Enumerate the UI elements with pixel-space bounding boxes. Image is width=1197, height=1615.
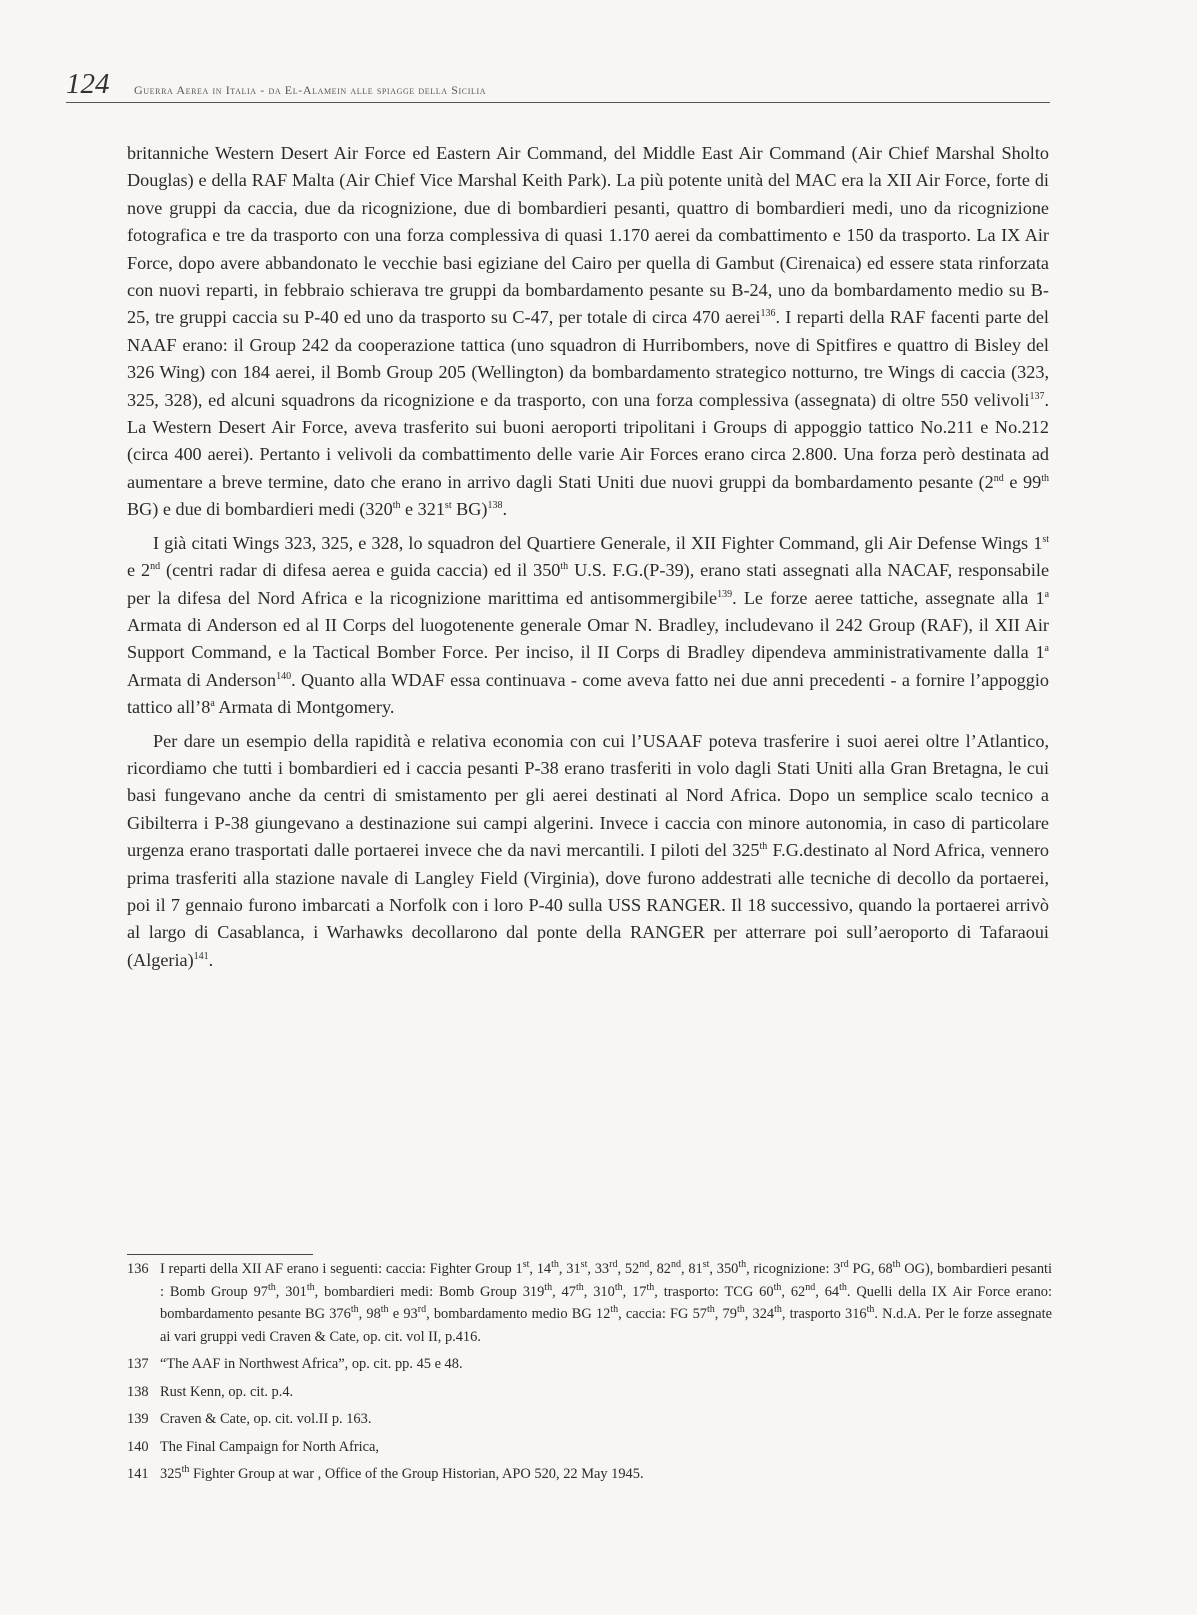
footnote xyxy=(127,1436,1052,1459)
superscript: rd xyxy=(609,1259,618,1271)
text-run: I reparti della XII AF erano i seguenti: caccia: Fighter Group 1 xyxy=(160,1261,523,1277)
running-title: Guerra Aerea in Italia - da El-Alamein alle spiagge della Sicilia xyxy=(134,83,487,97)
text-run: Craven & Cate, op. cit. vol.II p. 163. xyxy=(160,1411,372,1427)
footnotes xyxy=(127,1258,1052,1491)
text-run: . I reparti della RAF facenti parte del NAAF erano: il Group 242 da cooperazione tattica (uno squadron di Hurribombers, nove di Spitfires e quattro di Bisley del 326 Wing) con 184 aerei, il Bomb Group 205 (Wellington) da bombardamento strategico notturno, tre Wings di caccia (323, 325, 328), ed alcuni squadrons da ricognizione e da trasporto, con una forza complessiva (assegnata) di oltre 550 velivoli xyxy=(127,307,1049,410)
superscript: th xyxy=(738,1259,747,1271)
paragraph xyxy=(127,140,1049,524)
superscript: th xyxy=(268,1281,276,1293)
superscript: nd xyxy=(639,1259,650,1271)
superscript: 136 xyxy=(760,308,776,320)
footnote-number: 141 xyxy=(127,1466,149,1482)
text-run: e 93 xyxy=(388,1306,418,1322)
superscript: a xyxy=(1044,643,1049,655)
superscript: th xyxy=(774,1304,782,1316)
superscript: th xyxy=(306,1281,315,1293)
footnote-text xyxy=(160,1381,1052,1404)
superscript: st xyxy=(580,1259,588,1271)
text-run: . xyxy=(208,949,214,970)
superscript: th xyxy=(392,500,401,512)
superscript: th xyxy=(181,1464,190,1476)
text-run: BG) xyxy=(451,499,488,520)
superscript: th xyxy=(866,1304,875,1316)
superscript: nd xyxy=(670,1259,681,1271)
text-run: , bombardieri medi: Bomb Group 319 xyxy=(314,1283,545,1300)
text-run: F.G.destinato al Nord Africa, vennero prima trasferiti alla stazione navale di Langley Field (Virginia), dove furono addestrati alle tecniche di decollo da portaerei, poi il 7 gennaio furono imbarcati a Norfolk con i loro P-40 sulla USS RANGER. Il 18 successivo, quando la portaerei arrivò al largo di Casablanca, i Warhawks decollarono dal ponte della RANGER per atterrare poi sull’aeroporto di Tafaraoui (Algeria) xyxy=(127,840,1049,970)
text-run: , 52 xyxy=(617,1261,640,1277)
text-run: e 321 xyxy=(400,499,445,520)
text-run: e 99 xyxy=(1003,471,1042,492)
text-run: (centri radar di difesa aerea e guida caccia) ed il 350 xyxy=(160,560,561,581)
text-run: . xyxy=(502,499,508,520)
superscript: 139 xyxy=(717,588,733,600)
text-run: I già citati Wings 323, 325, e 328, lo squadron del Quartiere Generale, il XII Fighter Command, gli Air Defense Wings 1 xyxy=(153,532,1043,553)
footnote-text xyxy=(160,1258,1052,1348)
text-run: , trasporto: TCG 60 xyxy=(654,1283,774,1300)
footnote-number: 137 xyxy=(127,1356,149,1372)
superscript: th xyxy=(560,561,569,573)
text-run: U.S. F.G.(P-39), erano stati assegnati alla NACAF, responsabile per la difesa del Nord Africa e la ricognizione marittima ed antisommergibile xyxy=(127,560,1050,608)
footnote xyxy=(127,1258,1052,1348)
text-run: . Quanto alla WDAF essa continuava - come aveva fatto nei due anni precedenti - a fornire l’appoggio tattico all’8 xyxy=(127,669,1049,718)
footnote-number: 140 xyxy=(127,1438,149,1455)
paragraph xyxy=(127,728,1049,975)
superscript: nd xyxy=(805,1281,816,1293)
text-run: , 301 xyxy=(275,1283,307,1300)
text-run: , 79 xyxy=(714,1306,737,1322)
body-text xyxy=(127,140,1049,974)
footnote xyxy=(127,1381,1052,1404)
superscript: a xyxy=(210,698,215,710)
superscript: a xyxy=(1044,588,1050,600)
footnote-text xyxy=(160,1408,1052,1431)
footnote-number: 136 xyxy=(127,1261,149,1277)
text-run: Armata di Montgomery. xyxy=(214,697,395,718)
superscript: th xyxy=(610,1304,619,1316)
text-run: . Quelli della IX Air Force erano: bombardamento pesante BG 376 xyxy=(160,1283,1052,1322)
text-run: , 17 xyxy=(622,1283,647,1300)
text-run: , 324 xyxy=(744,1306,775,1322)
text-run: BG) e due di bombardieri medi (320 xyxy=(127,499,393,520)
page-number: 124 xyxy=(66,68,110,100)
superscript: th xyxy=(773,1281,782,1293)
text-run: Armata di Anderson xyxy=(127,669,277,690)
page-header xyxy=(66,68,1050,103)
superscript: nd xyxy=(150,561,161,573)
text-run: . N.d.A. Per le forze assegnate ai vari gruppi vedi Craven & Cate, op. cit. vol II, p.416. xyxy=(160,1306,1052,1345)
text-run: , ricognizione: 3 xyxy=(746,1261,841,1277)
text-run: , trasporto 316 xyxy=(781,1306,867,1322)
text-run: Armata di Anderson ed al II Corps del luogotenente generale Omar N. Bradley, includevano il 242 Group (RAF), il XII Air Support Command, e la Tactical Bomber Force. Per inciso, il II Corps di Bradley dipendeva amministrativamente dalla 1 xyxy=(127,614,1049,663)
text-run: , 310 xyxy=(583,1283,615,1300)
text-run: 325 xyxy=(160,1466,182,1482)
text-run: , 47 xyxy=(552,1283,576,1300)
text-run: , 33 xyxy=(587,1261,610,1277)
text-run: , 62 xyxy=(781,1283,806,1300)
superscript: th xyxy=(380,1304,389,1316)
text-run: Fighter Group at war , Office of the Group Historian, APO 520, 22 May 1945. xyxy=(189,1466,644,1482)
superscript: st xyxy=(702,1259,710,1271)
text-run: PG, 68 xyxy=(848,1261,893,1277)
footnote-text xyxy=(160,1463,1052,1486)
text-run: . Le forze aeree tattiche, assegnate alla 1 xyxy=(732,587,1045,608)
superscript: 138 xyxy=(487,500,503,512)
superscript: 137 xyxy=(1029,390,1045,402)
footnote-text xyxy=(160,1436,1052,1459)
superscript: 140 xyxy=(276,670,292,682)
superscript: nd xyxy=(993,472,1004,484)
paragraph xyxy=(127,530,1049,722)
superscript: rd xyxy=(417,1304,427,1316)
text-run: , 81 xyxy=(680,1261,703,1277)
superscript: th xyxy=(736,1304,745,1316)
footnote xyxy=(127,1353,1052,1376)
superscript: st xyxy=(1042,533,1049,545)
superscript: th xyxy=(839,1281,847,1293)
text-run: , 82 xyxy=(649,1261,671,1277)
text-run: , 31 xyxy=(558,1261,581,1277)
footnote-number: 139 xyxy=(127,1411,149,1427)
superscript: th xyxy=(1041,472,1049,484)
text-run: , 14 xyxy=(529,1261,552,1277)
superscript: th xyxy=(614,1281,623,1293)
footnote-number: 138 xyxy=(127,1383,149,1400)
superscript: st xyxy=(444,500,452,512)
superscript: th xyxy=(706,1304,715,1316)
superscript: th xyxy=(892,1259,901,1271)
superscript: rd xyxy=(840,1259,849,1271)
superscript: st xyxy=(522,1259,530,1271)
superscript: th xyxy=(551,1259,559,1271)
text-run: , 98 xyxy=(358,1306,381,1322)
text-run: e 2 xyxy=(127,560,151,581)
text-run: “The AAF in Northwest Africa”, op. cit. pp. 45 e 48. xyxy=(160,1356,463,1372)
text-run: , bombardamento medio BG 12 xyxy=(426,1306,611,1322)
footnote-text xyxy=(160,1353,1052,1376)
text-run: , caccia: FG 57 xyxy=(618,1306,707,1322)
text-run: , 350 xyxy=(709,1261,739,1277)
text-run: OG), bombardieri pesanti : Bomb Group 97 xyxy=(160,1261,1053,1300)
footnote xyxy=(127,1408,1052,1431)
footnote xyxy=(127,1463,1052,1486)
text-run: , 64 xyxy=(815,1283,840,1300)
superscript: th xyxy=(646,1281,655,1293)
text-run: Per dare un esempio della rapidità e relativa economia con cui l’USAAF poteva trasferire i suoi aerei oltre l’Atlantico, ricordiamo che tutti i bombardieri ed i caccia pesanti P-38 erano trasferiti in volo dagli Stati Uniti alla Gran Bretagna, le cui basi fungevano anche da centri di smistamento per gli aerei destinati al Nord Africa. Dopo un semplice scalo tecnico a Gibilterra i P-38 giungevano a destinazione sui campi algerini. Invece i caccia con minore autonomia, in caso di particolare urgenza erano trasportati dalle portaerei invece che da navi mercantili. I piloti del 325 xyxy=(127,730,1049,861)
superscript: 141 xyxy=(193,950,209,962)
superscript: th xyxy=(759,841,768,853)
text-run: Rust Kenn, op. cit. p.4. xyxy=(160,1383,294,1400)
footnote-rule xyxy=(127,1254,313,1255)
text-run: britanniche Western Desert Air Force ed Eastern Air Command, del Middle East Air Command (Air Chief Marshal Sholto Douglas) e della RAF Malta (Air Chief Vice Marshal Keith Park). La più potente unità del MAC era la XII Air Force, forte di nove gruppi da caccia, due da ricognizione, due di bombardieri pesanti, quattro di bombardieri medi, uno da ricognizione fotografica e tre da trasporto con una forza complessiva di quasi 1.170 aerei da combattimento e 150 da trasporto. La IX Air Force, dopo avere abbandonato le vecchie basi egiziane del Cairo per quella di Gambut (Cirenaica) ed essere stata rinforzata con nuovi reparti, in febbraio schierava tre gruppi da bombardamento pesante su B-24, uno da bombardamento medio su B-25, tre gruppi caccia su P-40 ed uno da trasporto su C-47, per totale di circa 470 aerei xyxy=(127,143,1049,328)
superscript: th xyxy=(544,1281,553,1293)
superscript: th xyxy=(350,1304,359,1316)
text-run: The Final Campaign for North Africa, xyxy=(160,1438,379,1455)
superscript: th xyxy=(575,1281,584,1293)
text-run: . La Western Desert Air Force, aveva trasferito sui buoni aeroporti tripolitani i Groups di appoggio tattico No.211 e No.212 (circa 400 aerei). Pertanto i velivoli da combattimento delle varie Air Forces erano circa 2.800. Una forza però destinata ad aumentare a breve termine, dato che erano in arrivo dagli Stati Uniti due nuovi gruppi da bombardamento pesante (2 xyxy=(127,389,1049,492)
